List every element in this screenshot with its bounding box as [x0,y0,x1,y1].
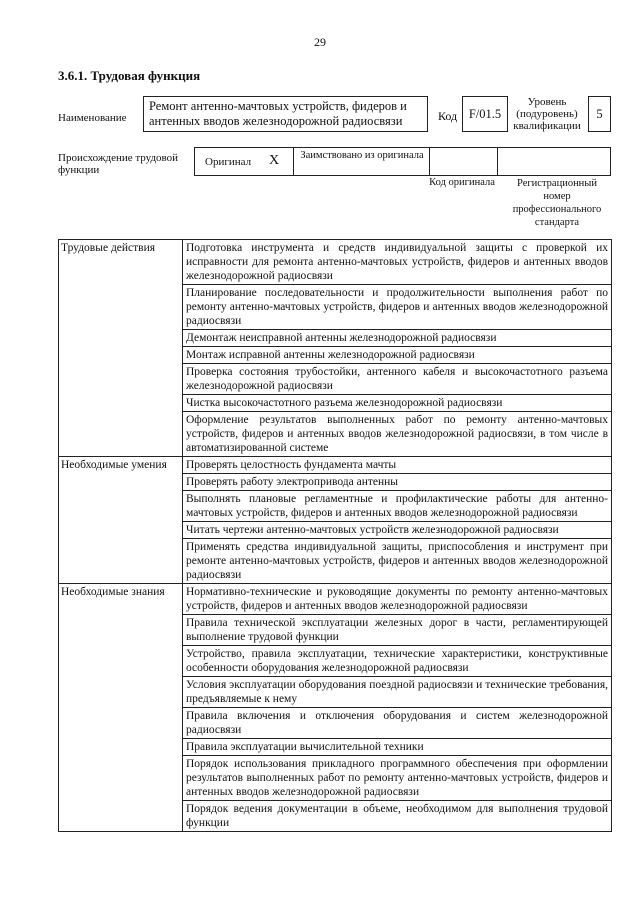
table-row [59,240,612,285]
requirement-item: Порядок ведения документации в объеме, необходимом для выполнения трудовой функции [183,801,612,832]
original-label: Оригинал [205,156,252,168]
function-name: Ремонт антенно-мачтовых устройств, фидеров и антенных вводов железнодорожной радиосвязи [149,99,407,128]
requirement-item: Планирование последовательности и продолжительности выполнения работ по ремонту антенно-мачтовых устройств, фидеров и антенных вводов железнодорожной радиосвязи [183,285,612,330]
requirement-item: Применять средства индивидуальной защиты, приспособления и инструмент при ремонте антенно-мачтовых устройств, фидеров и антенных вводов железнодорожной радиосвязи [183,539,612,584]
level-value: 5 [596,107,603,121]
requirement-item: Правила технической эксплуатации железных дорог в части, регламентирующей выполнение трудовой функции [183,615,612,646]
origin-row [194,147,611,176]
origin-label: Происхождение трудовой функции [58,152,179,176]
table-row [59,457,612,474]
requirement-item: Порядок использования прикладного программного обеспечения при оформлении результатов выполненных работ по ремонту антенно-мачтовых устройств, фидеров и антенных вводов железнодорожной радиосвязи [183,756,612,801]
function-details-table [58,239,612,832]
function-name-box [143,96,428,132]
requirement-item: Подготовка инструмента и средств индивидуальной защиты с проверкой их исправности для ремонта антенно-мачтовых устройств, фидеров и антенных вводов железнодорожной радиосвязи [183,240,612,285]
level-label: Уровень (подуровень) квалификации [513,96,581,132]
requirement-item: Правила эксплуатации вычислительной техники [183,739,612,756]
requirement-item: Правила включения и отключения оборудования и систем железнодорожной радиосвязи [183,708,612,739]
original-mark: X [269,153,280,168]
requirement-item: Оформление результатов выполненных работ по ремонту антенно-мачтовых устройств, фидеров и антенных вводов железнодорожной радиосвязи, в том числе в автоматизированной системе [183,412,612,457]
requirement-item: Читать чертежи антенно-мачтовых устройств железнодорожной радиосвязи [183,522,612,539]
page-number: 29 [314,35,326,49]
origin-code-caption: Код оригинала [429,177,495,188]
name-label: Наименование [58,112,127,124]
code-label: Код [438,109,458,123]
divider [429,147,430,176]
code-box [462,96,508,132]
requirement-item: Выполнять плановые регламентные и профилактические работы для антенно-мачтовых устройств, фидеров и антенных вводов железнодорожной радиосвязи [183,491,612,522]
category-label: Необходимые умения [59,457,183,584]
code-value: F/01.5 [468,107,502,121]
requirement-item: Проверять работу электропривода антенны [183,474,612,491]
requirement-item: Устройство, правила эксплуатации, технические характеристики, конструктивные особенности оборудования железнодорожной радиосвязи [183,646,612,677]
reg-number-caption: Регистрационный номер профессионального стандарта [512,178,602,228]
category-label: Необходимые знания [59,584,183,832]
requirement-item: Демонтаж неисправной антенны железнодорожной радиосвязи [183,330,612,347]
divider [497,147,498,176]
requirement-item: Проверять целостность фундамента мачты [183,457,612,474]
borrowed-label: Заимствовано из оригинала [300,150,424,161]
requirement-item: Проверка состояния трубостойки, антенного кабеля и высокочастотного разъема железнодорожной радиосвязи [183,364,612,395]
requirement-item: Нормативно-технические и руководящие документы по ремонту антенно-мачтовых устройств, фидеров и антенных вводов железнодорожной радиосвязи [183,584,612,615]
divider [293,147,294,176]
category-label: Трудовые действия [59,240,183,457]
requirement-item: Условия эксплуатации оборудования поездной радиосвязи и технические требования, предъявляемые к нему [183,677,612,708]
section-title: 3.6.1. Трудовая функция [58,68,201,83]
requirement-item: Чистка высокочастотного разъема железнодорожной радиосвязи [183,395,612,412]
level-box [588,96,611,132]
requirement-item: Монтаж исправной антенны железнодорожной радиосвязи [183,347,612,364]
table-row [59,584,612,615]
